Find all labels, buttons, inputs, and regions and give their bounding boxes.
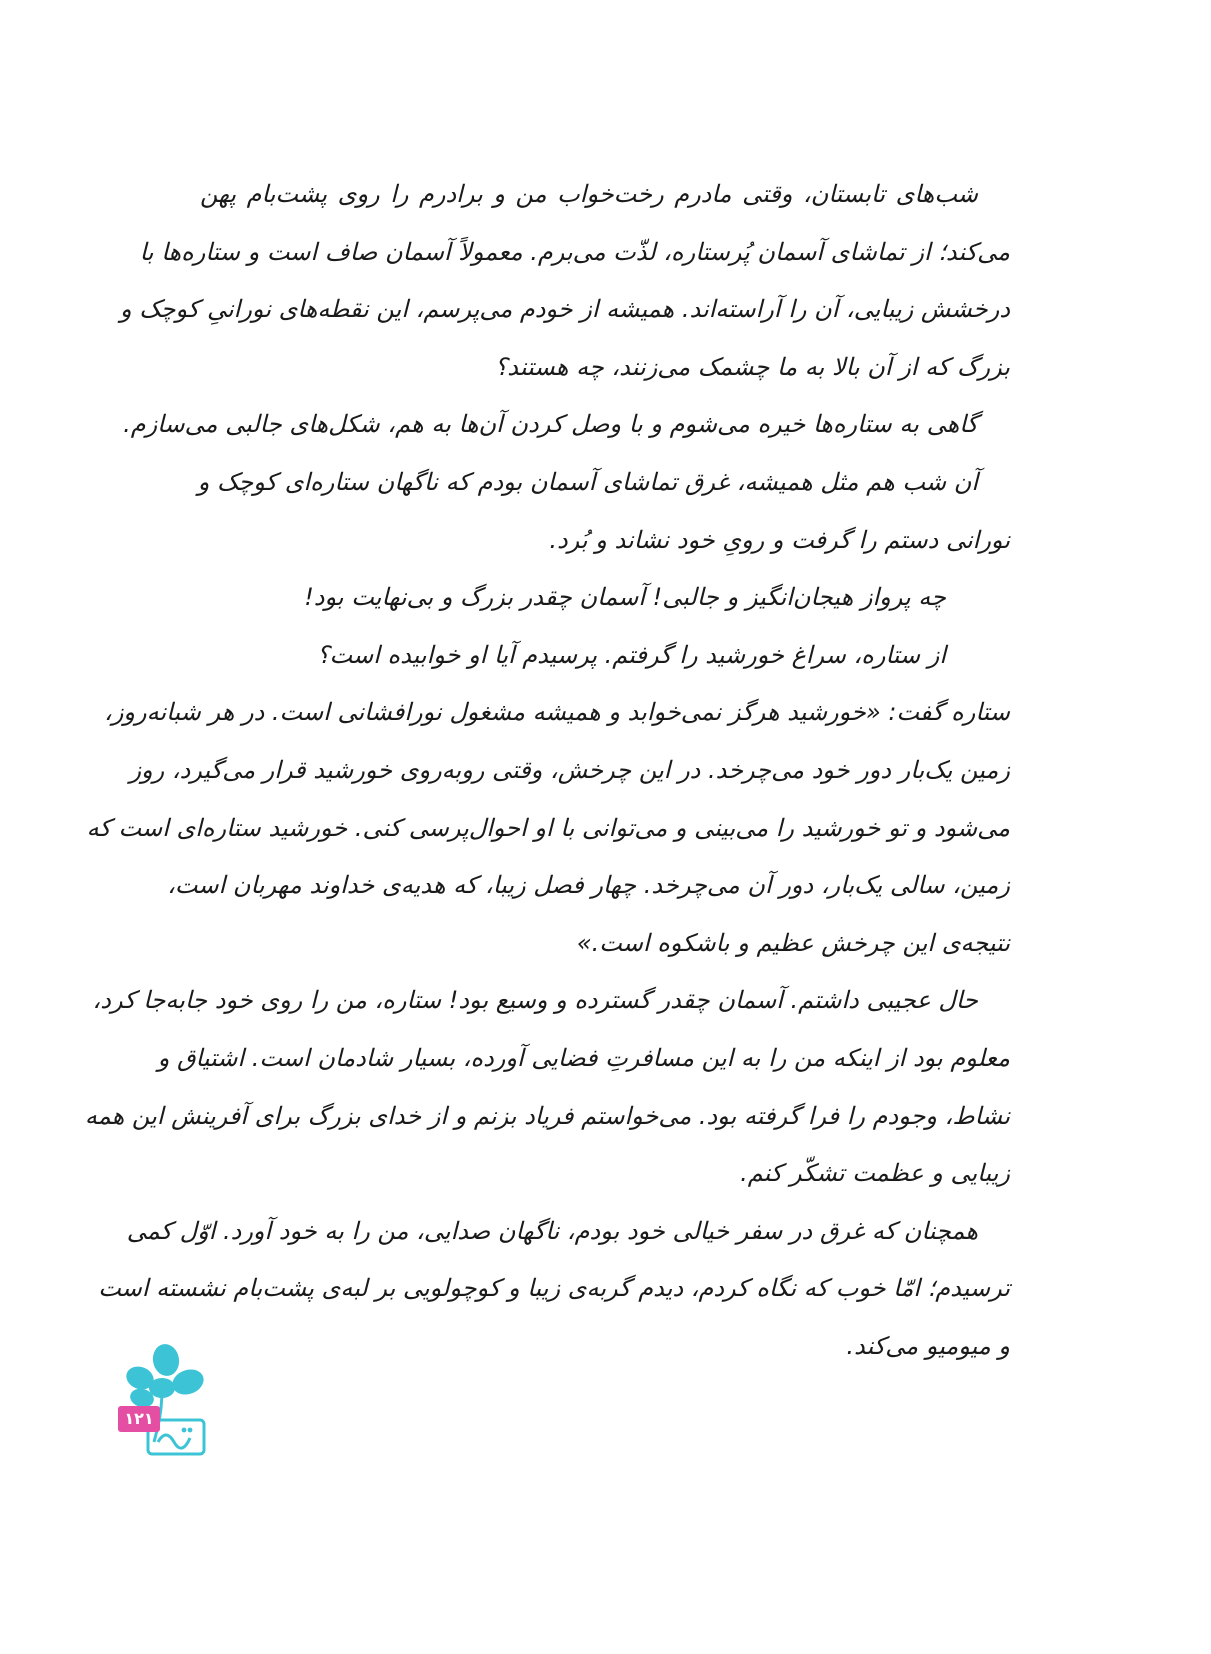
page-number: ۱۲۱ [118,1406,160,1432]
text-line: آن شب هم مثل همیشه، غرق تماشای آسمان بودم که ناگهان ستاره‌ای کوچک و [197,467,978,496]
text-line: زیبایی و عظمت تشکّر کنم. [740,1159,1010,1188]
text-line: چه پرواز هیجان‌انگیز و جالبی! آسمان چقدر بزرگ و بی‌نهایت بود! [304,583,946,612]
text-line: درخشش زیبایی، آن را آراسته‌اند. همیشه از خودم می‌پرسم، این نقطه‌های نورانیِ کوچک و [119,295,1010,324]
text-line: معلوم بود از اینکه من را به این مسافرتِ فضایی آورده، بسیار شادمان است. اشتیاق و [157,1043,1010,1072]
text-line: حال عجیبی داشتم. آسمان چقدر گسترده و وسیع بود! ستاره، من را روی خود جابه‌جا کرد، [92,986,978,1015]
text-line: بزرگ که از آن بالا به ما چشمک می‌زنند، چه هستند؟ [494,352,1010,381]
text-line: همچنان که غرق در سفر خیالی خود بودم، ناگهان صدایی، من را به خود آورد. اوّل کمی [126,1216,978,1245]
text-line: می‌کند؛ از تماشای آسمان پُرستاره، لذّت می‌برم. معمولاً آسمان صاف است و ستاره‌ها با [139,237,1010,266]
text-line: نشاط، وجودم را فرا گرفته بود. می‌خواستم فریاد بزنم و از خدای بزرگ برای آفرینش این همه [84,1101,1010,1130]
text-line: ستاره گفت: «خورشید هرگز نمی‌خوابد و همیشه مشغول نورافشانی است. در هر شبانه‌روز، [104,698,1010,727]
text-line: زمین یک‌بار دور خود می‌چرخد. در این چرخش، وقتی روبه‌روی خورشید قرار می‌گیرد، روز [129,755,1010,784]
text-line: نورانی دستم را گرفت و رویِ خود نشاند و بُرد. [549,525,1010,554]
text-line: می‌شود و تو خورشید را می‌بینی و می‌توانی با او احوال‌پرسی کنی. خورشید ستاره‌ای است که [86,813,1010,842]
text-line: زمین، سالی یک‌بار، دور آن می‌چرخد. چهار فصل زیبا، که هدیه‌ی خداوند مهربان است، [167,871,1010,900]
text-line: از ستاره، سراغ خورشید را گرفتم. پرسیدم آیا او خوابیده است؟ [316,640,946,669]
text-line: نتیجه‌ی این چرخش عظیم و باشکوه است.» [576,928,1010,957]
text-line: شب‌های تابستان، وقتی مادرم رخت‌خواب من و برادرم را روی پشت‌بام پهن [200,180,979,208]
text-line: گاهی به ستاره‌ها خیره می‌شوم و با وصل کردن آن‌ها به هم، شکل‌های جالبی می‌سازم. [123,410,978,439]
book-logo-icon [118,1342,218,1462]
story-text [84,166,1010,1375]
page-badge [118,1342,218,1462]
text-line: و میومیو می‌کند. [846,1331,1010,1360]
text-line: ترسیدم؛ امّا خوب که نگاه کردم، دیدم گربه‌ی زیبا و کوچولویی بر لبه‌ی پشت‌بام نشسته است [98,1274,1010,1303]
